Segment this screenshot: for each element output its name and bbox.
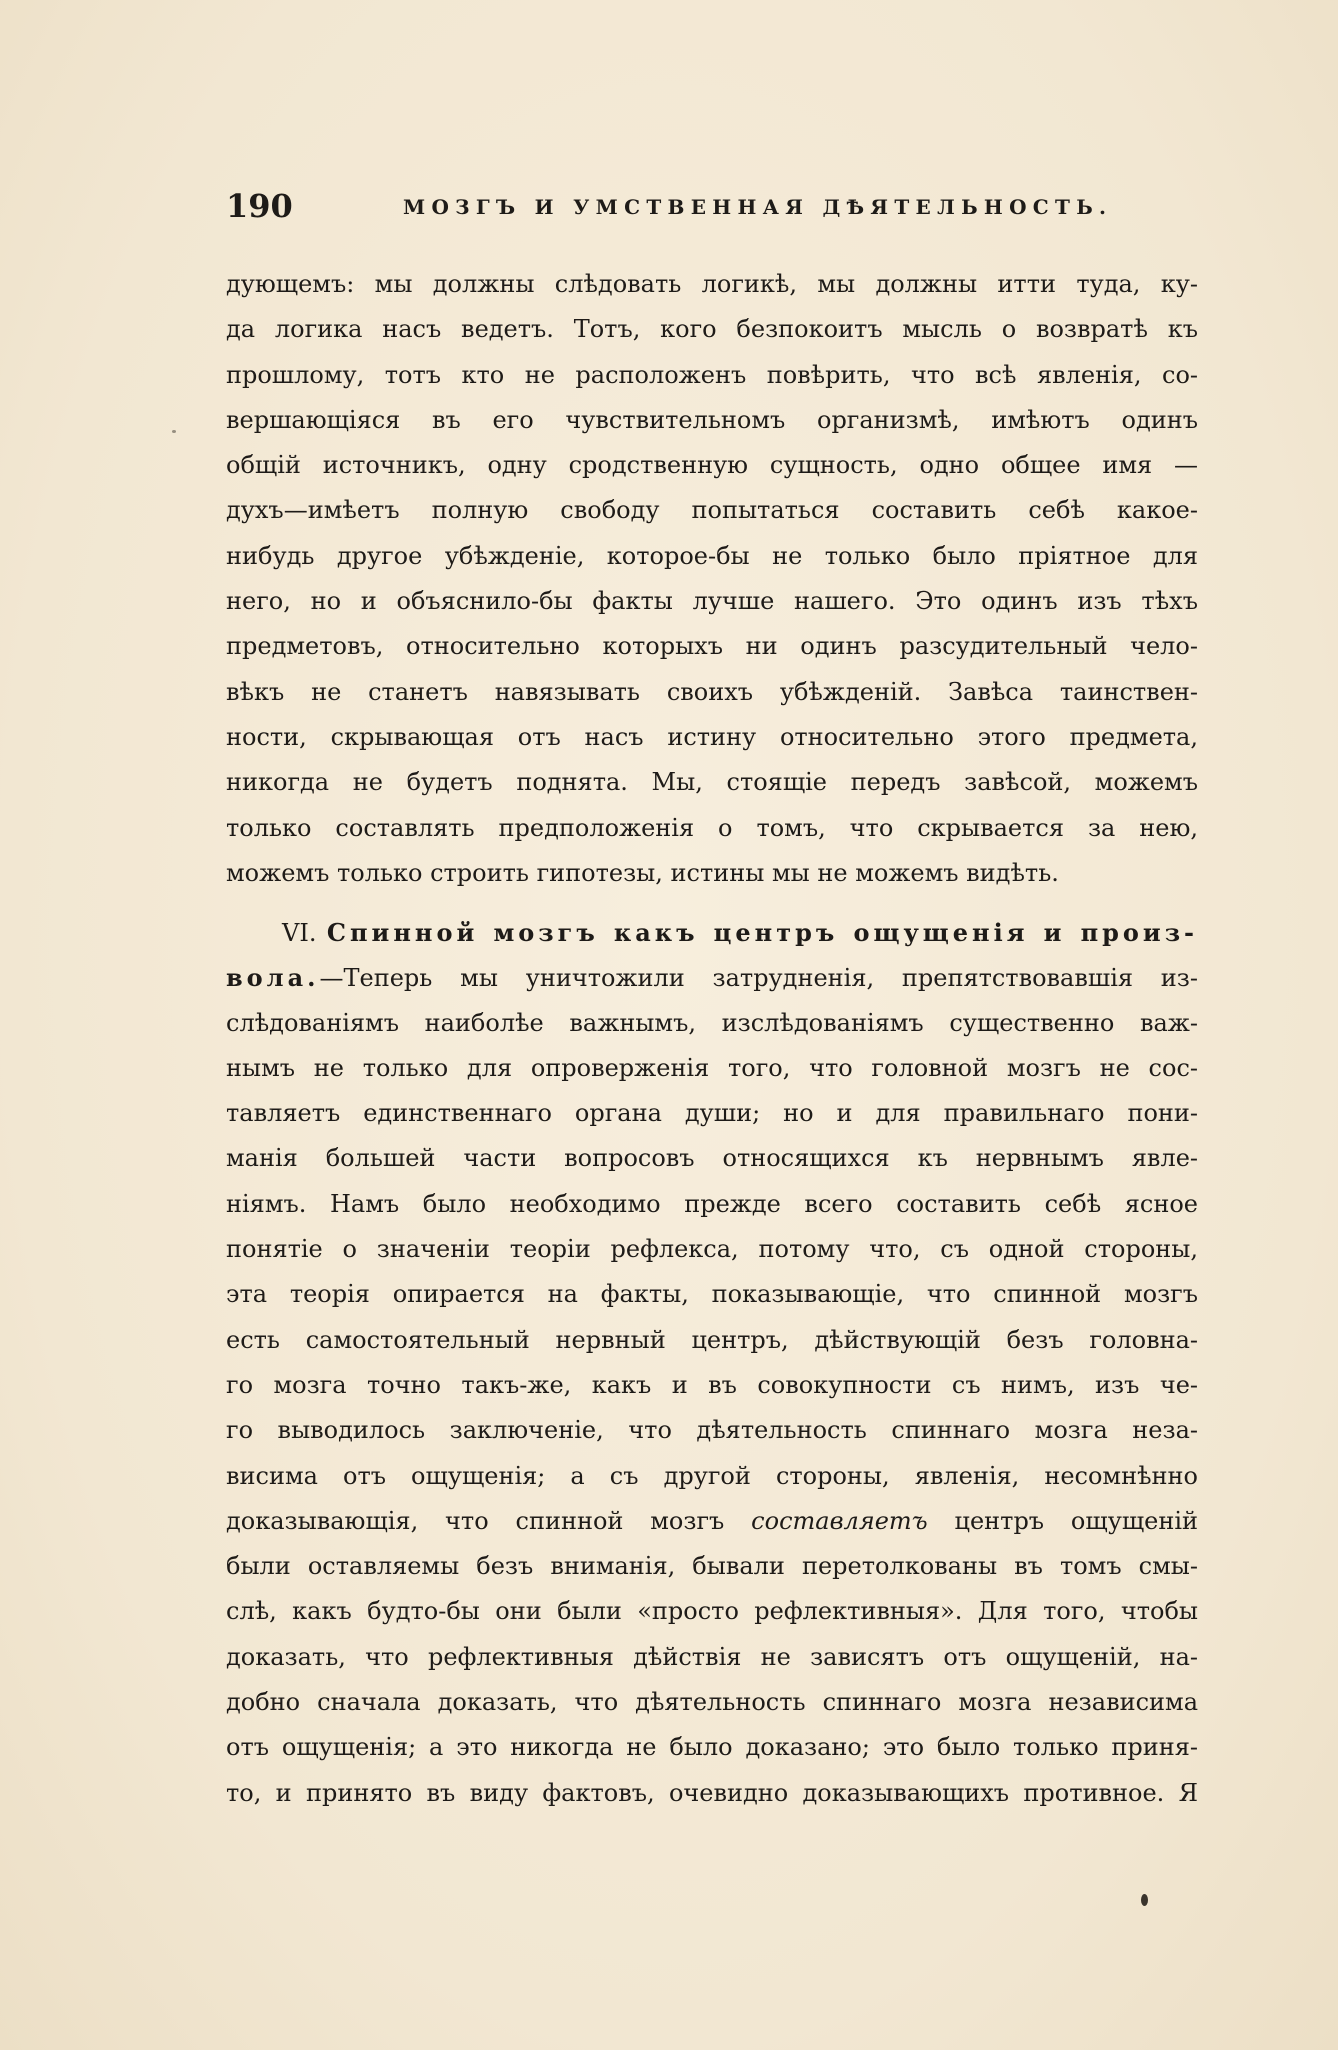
italic-term: составляетъ	[751, 1506, 928, 1535]
text-line: нибудь другое убѣжденіе, которое-бы не только было пріятное для	[226, 541, 1198, 570]
text-line: него, но и объяснило-бы факты лучше нашего. Это одинъ изъ тѣхъ	[226, 587, 1198, 616]
text-line: то, и принято въ виду фактовъ, очевидно доказывающихъ противное. Я	[226, 1778, 1198, 1807]
text-line: общій источникъ, одну сродственную сущность, одно общее имя —	[226, 451, 1198, 480]
text-line: манія большей части вопросовъ относящихся къ нервнымъ явле-	[226, 1144, 1198, 1173]
text-line: висима отъ ощущенія; а съ другой стороны, явленія, несомнѣнно	[226, 1461, 1198, 1490]
section-number: VI.	[282, 919, 317, 947]
text-line: были оставляемы безъ вниманія, бывали перетолкованы въ томъ смы-	[226, 1552, 1198, 1581]
section-first-line: —Теперь мы уничтожили затрудненія, препятствовавшія из-	[319, 964, 1198, 993]
text-line: слѣ, какъ будто-бы они были «просто рефлективныя». Для того, чтобы	[226, 1597, 1198, 1626]
text-line: тавляетъ единственнаго органа души; но и для правильнаго пони-	[226, 1099, 1198, 1128]
text-line: вершающіяся въ его чувствительномъ организмѣ, имѣютъ одинъ	[226, 405, 1198, 434]
text-line: никогда не будетъ поднята. Мы, стоящіе передъ завѣсой, можемъ	[226, 768, 1198, 797]
text-line: можемъ только строить гипотезы, истины мы не можемъ видѣть.	[226, 858, 1059, 887]
section-heading-line	[226, 910, 1198, 955]
text-line: го выводилось заключеніе, что дѣятельность спиннаго мозга неза-	[226, 1416, 1198, 1445]
text-line: предметовъ, относительно которыхъ ни одинъ разсудительный чело-	[226, 632, 1198, 661]
text-line	[226, 955, 1198, 1000]
line-part: центръ ощущеній	[927, 1506, 1199, 1535]
running-head	[226, 183, 1113, 229]
text-line: ности, скрывающая отъ насъ истину относительно этого предмета,	[226, 722, 1198, 751]
text-line: понятіе о значеніи теоріи рефлекса, потому что, съ одной стороны,	[226, 1235, 1198, 1264]
text-line: прошлому, тотъ кто не расположенъ повѣрить, что всѣ явленія, со-	[226, 360, 1198, 389]
text-line: да логика насъ ведетъ. Тотъ, кого безпокоитъ мысль о возвратѣ къ	[226, 315, 1198, 344]
text-line: ніямъ. Намъ было необходимо прежде всего составить себѣ ясное	[226, 1189, 1198, 1218]
text-line: духъ—имѣетъ полную свободу попытаться составить себѣ какое-	[226, 496, 1198, 525]
text-line: слѣдованіямъ наиболѣе важнымъ, изслѣдованіямъ существенно важ-	[226, 1008, 1198, 1037]
section-heading-end: вола.	[226, 963, 320, 993]
text-line: только составлять предположенія о томъ, что скрывается за нею,	[226, 813, 1198, 842]
text-line: нымъ не только для опроверженія того, что головной мозгъ не сос-	[226, 1053, 1198, 1082]
text-line: добно сначала доказать, что дѣятельность спиннаго мозга независима	[226, 1688, 1198, 1717]
section-heading: Спинной мозгъ какъ центръ ощущенія и произ-	[326, 918, 1198, 947]
text-line: есть самостоятельный нервный центръ, дѣйствующій безъ головна-	[226, 1325, 1198, 1354]
ink-spot	[172, 430, 176, 433]
text-line: вѣкъ не станетъ навязывать своихъ убѣжденій. Завѣса таинствен-	[226, 677, 1198, 706]
section-vi	[226, 910, 1198, 1816]
ink-spot	[1141, 1894, 1148, 1906]
line-part: доказывающія, что спинной мозгъ	[226, 1506, 752, 1535]
paragraph-1	[226, 262, 1198, 896]
text-line: дующемъ: мы должны слѣдовать логикѣ, мы должны итти туда, ку-	[226, 270, 1198, 298]
text-line: го мозга точно такъ-же, какъ и въ совокупности съ нимъ, изъ че-	[226, 1370, 1198, 1399]
text-line: эта теорія опирается на факты, показывающіе, что спинной мозгъ	[226, 1280, 1198, 1309]
running-title: МОЗГЪ И УМСТВЕННАЯ ДѢЯТЕЛЬНОСТЬ.	[403, 195, 1113, 219]
text-line: доказать, что рефлективныя дѣйствія не зависятъ отъ ощущеній, на-	[226, 1642, 1198, 1671]
text-line: отъ ощущенія; а это никогда не было доказано; это было только приня-	[226, 1733, 1198, 1762]
page-number: 190	[226, 187, 293, 225]
text-line	[226, 1499, 1198, 1544]
